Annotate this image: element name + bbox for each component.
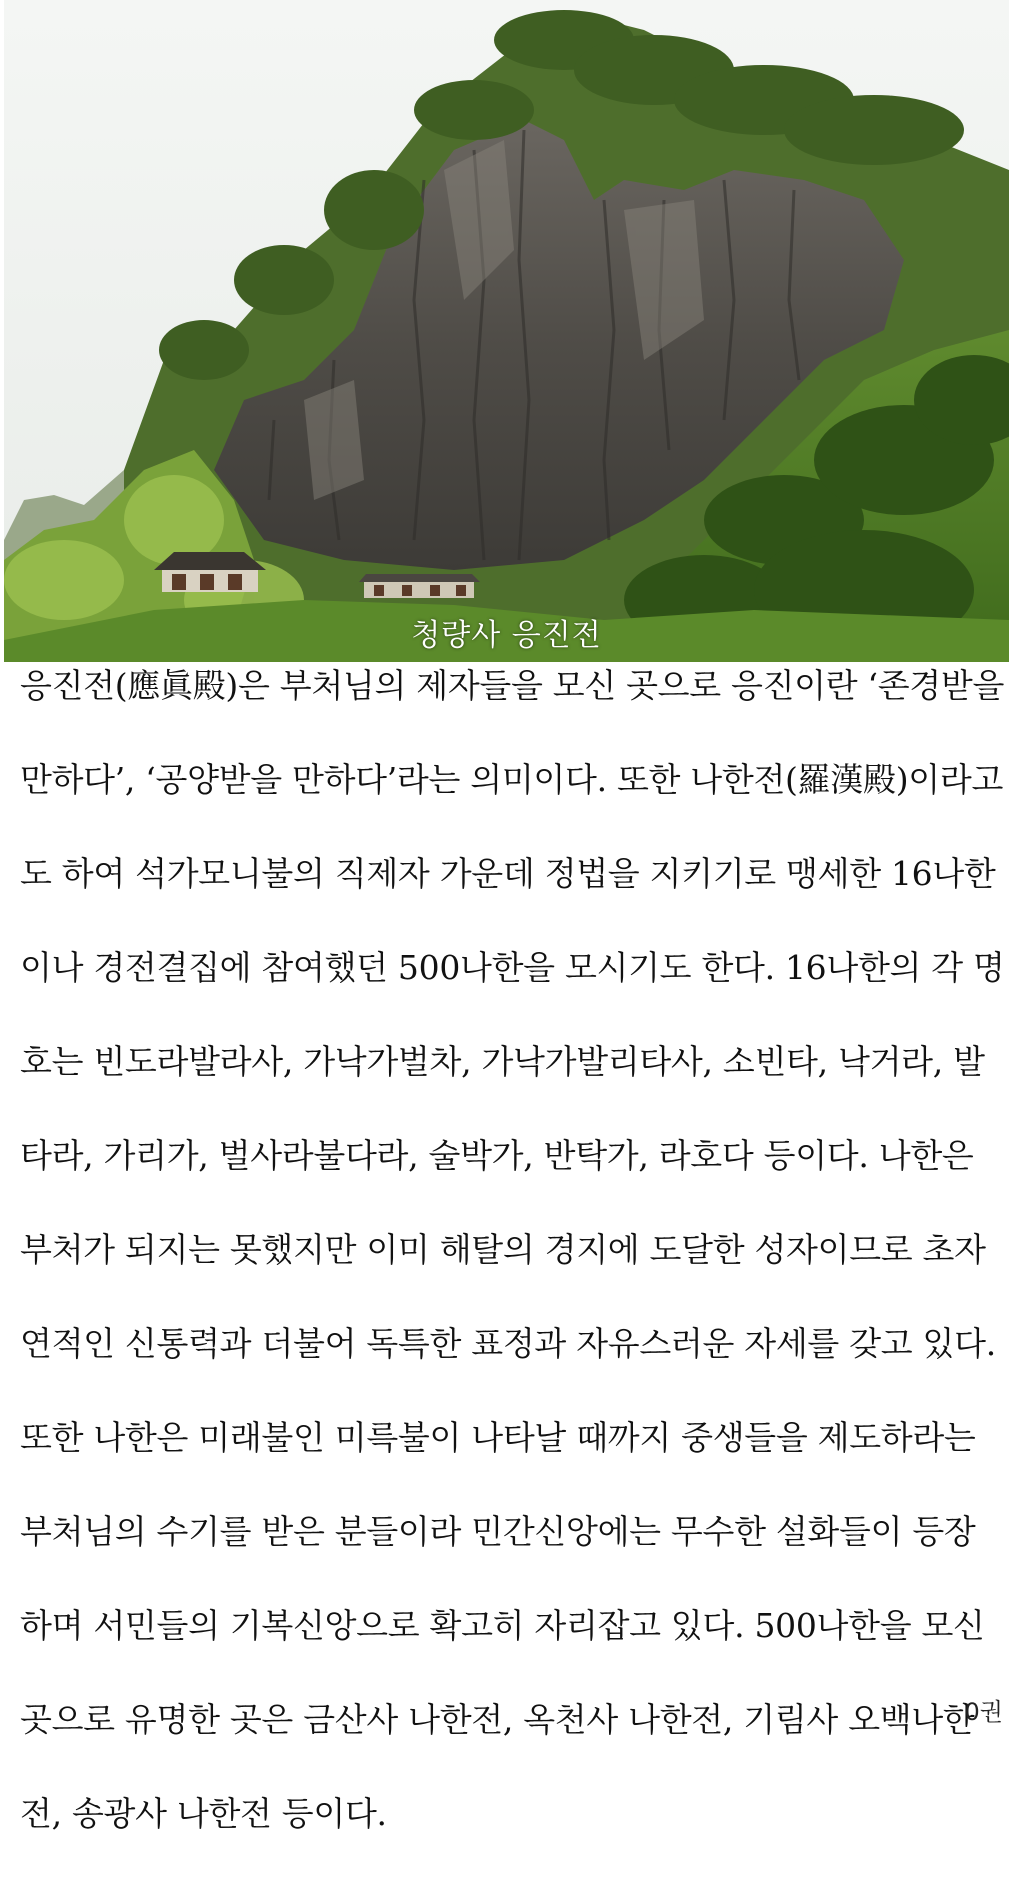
photo-caption: 청량사 응진전	[411, 618, 602, 653]
article-line: 호는 빈도라발라사, 가낙가벌차, 가낙가발리타사, 소빈타, 낙거라, 발	[20, 1042, 985, 1081]
article-line: 도 하여 석가모니불의 직제자 가운데 정법을 지키기로 맹세한 16나한	[20, 854, 996, 893]
article-body	[20, 663, 1005, 1885]
page-mark: 0권	[964, 1698, 1003, 1726]
mountain-illustration	[4, 0, 1009, 662]
article-line: 타라, 가리가, 벌사라불다라, 술박가, 반탁가, 라호다 등이다. 나한은	[20, 1136, 974, 1175]
article-line: 만하다’, ‘공양받을 만하다’라는 의미이다. 또한 나한전(羅漢殿)이라고	[20, 760, 1004, 799]
article-line: 곳으로 유명한 곳은 금산사 나한전, 옥천사 나한전, 기림사 오백나한	[20, 1700, 975, 1739]
article-line: 전, 송광사 나한전 등이다.	[20, 1794, 387, 1833]
temple-cliff-photo	[4, 0, 1009, 662]
article-line: 하며 서민들의 기복신앙으로 확고히 자리잡고 있다. 500나한을 모신	[20, 1606, 985, 1645]
article-line: 부처가 되지는 못했지만 이미 해탈의 경지에 도달한 성자이므로 초자	[20, 1230, 986, 1269]
temple-building-left	[154, 552, 266, 592]
article-line: 부처님의 수기를 받은 분들이라 민간신앙에는 무수한 설화들이 등장	[20, 1512, 976, 1551]
article-line: 연적인 신통력과 더불어 독특한 표정과 자유스러운 자세를 갖고 있다.	[20, 1324, 996, 1363]
article-line: 이나 경전결집에 참여했던 500나한을 모시기도 한다. 16나한의 각 명	[20, 948, 1005, 987]
article-line: 또한 나한은 미래불인 미륵불이 나타날 때까지 중생들을 제도하라는	[20, 1418, 976, 1457]
temple-building-right	[359, 574, 480, 598]
article-line: 응진전(應眞殿)은 부처님의 제자들을 모신 곳으로 응진이란 ‘존경받을	[20, 666, 1005, 705]
